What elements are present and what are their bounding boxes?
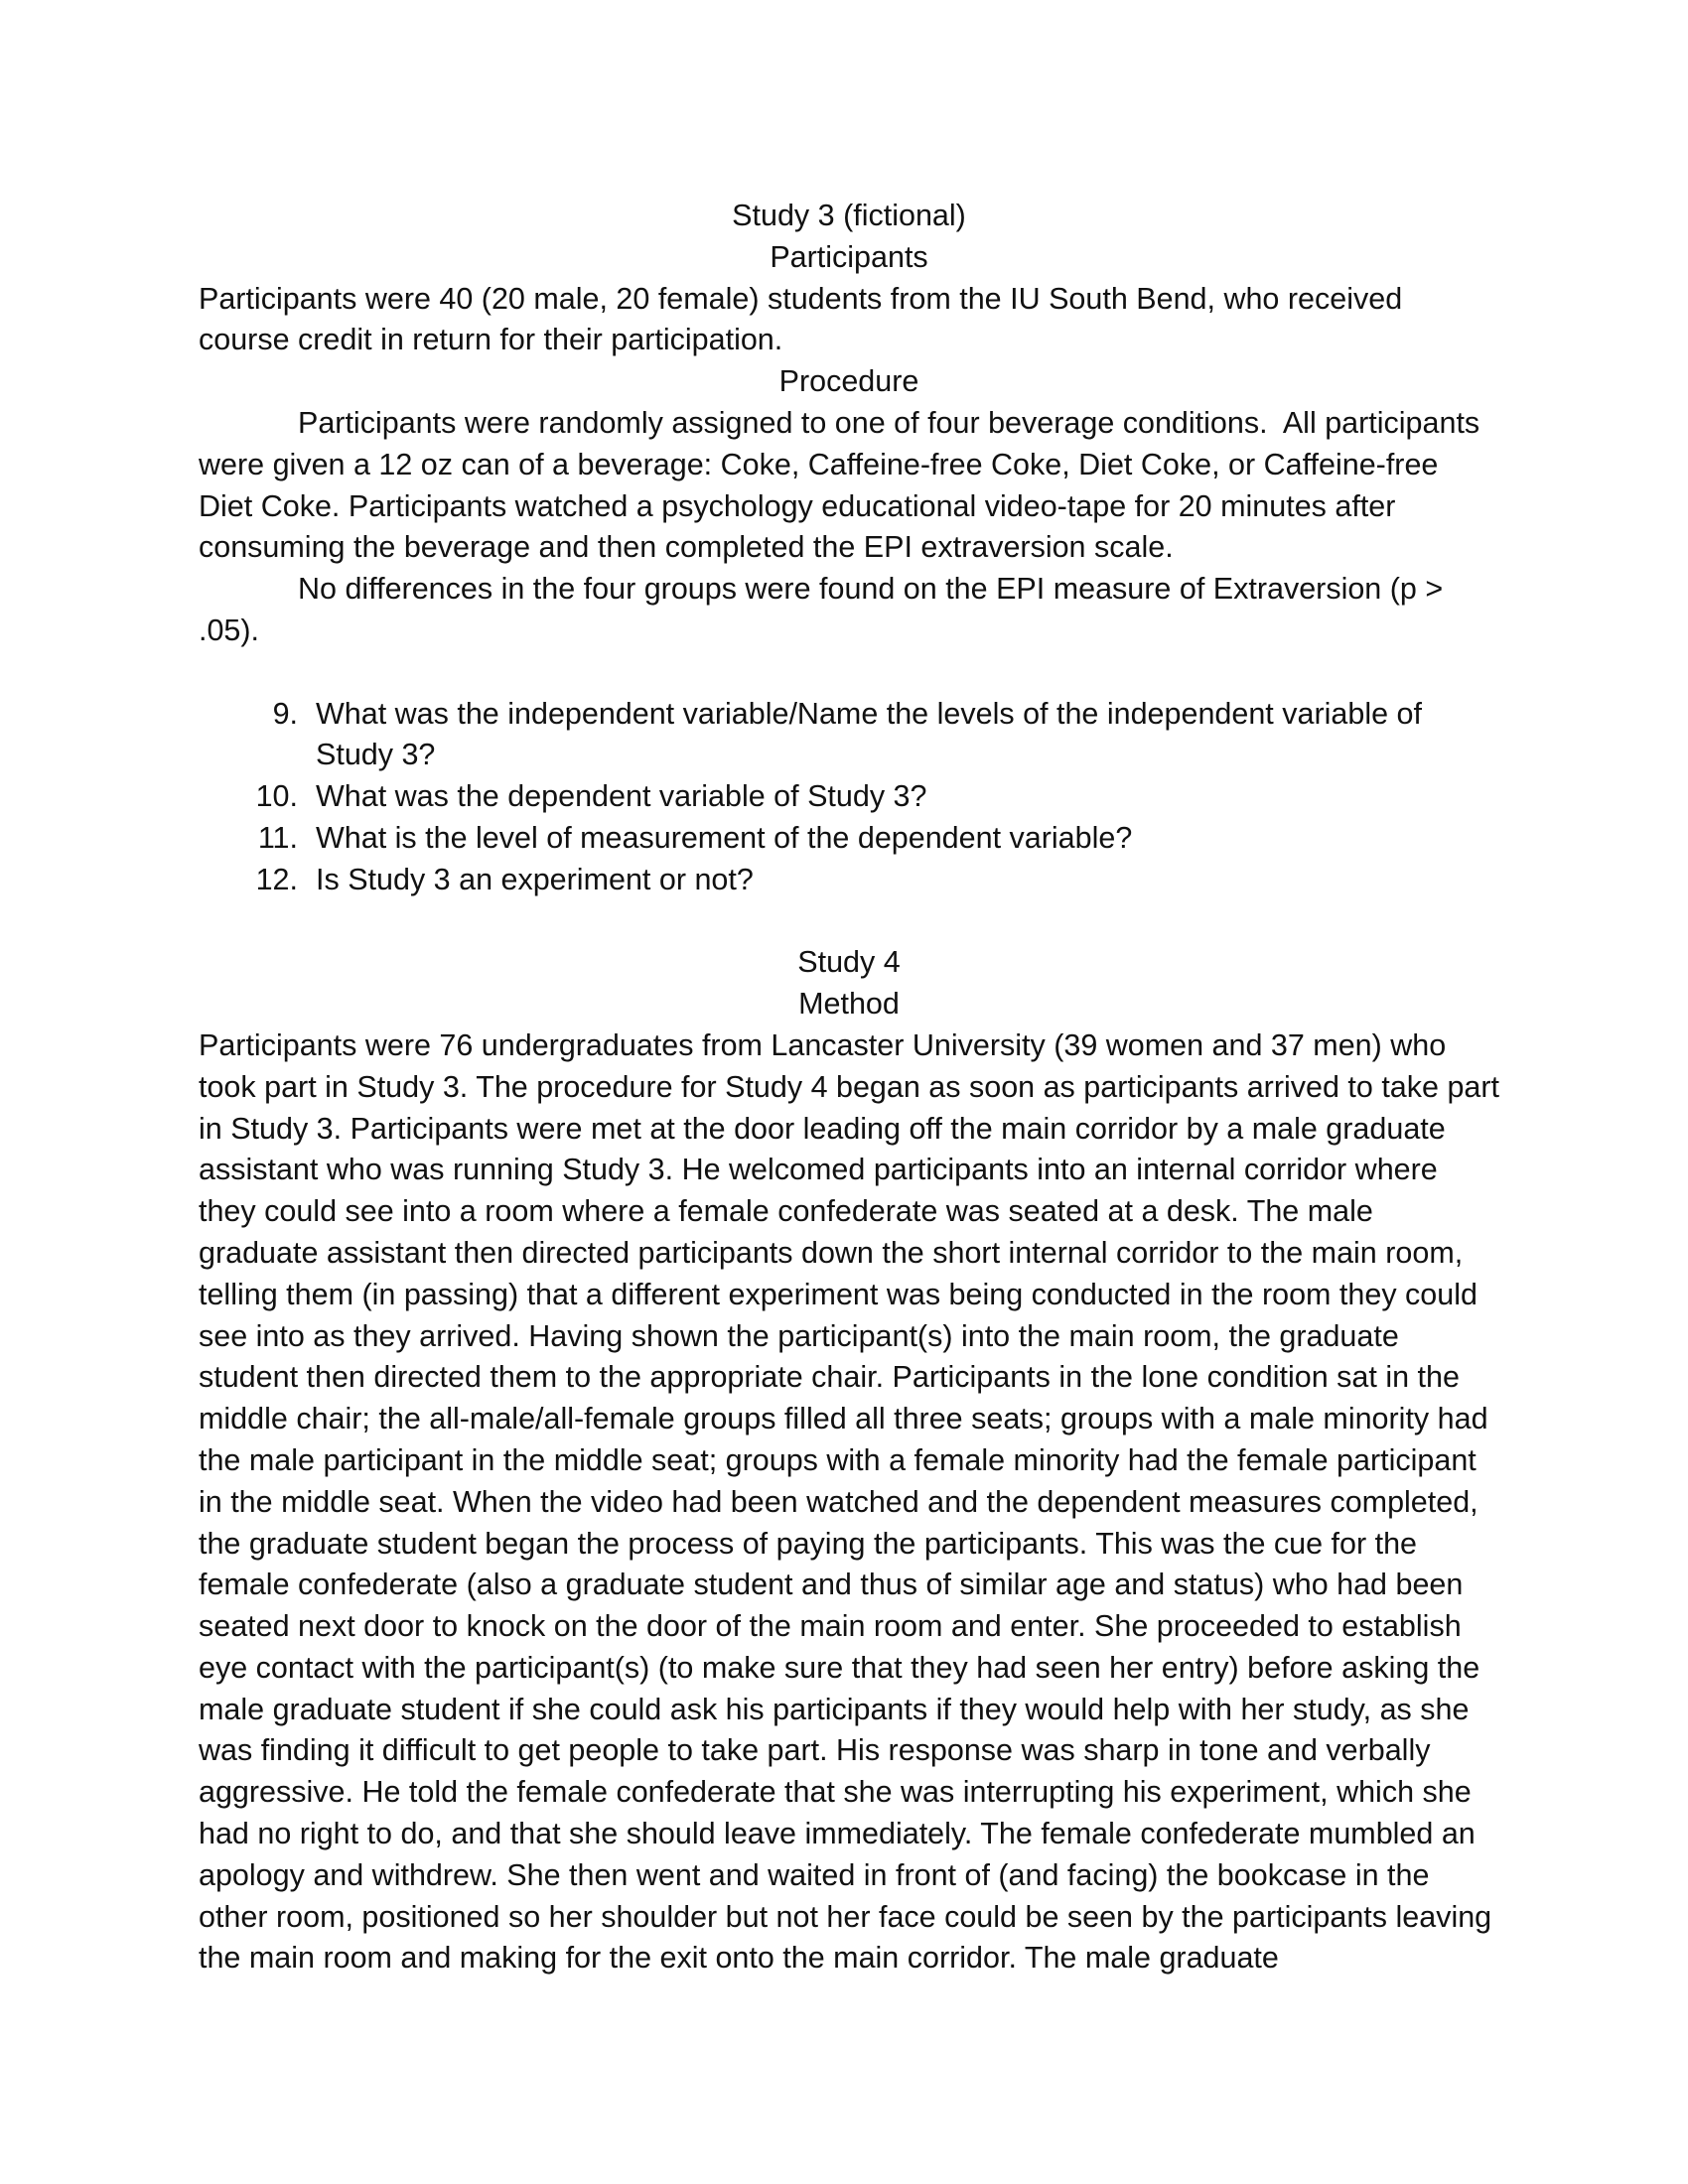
question-item	[248, 694, 1499, 777]
procedure-paragraph-2: No differences in the four groups were found on the EPI measure of Extraversion (p > .05).	[199, 572, 1444, 647]
question-item	[248, 776, 1499, 818]
question-number: 11.	[257, 820, 298, 855]
document-page	[199, 196, 1499, 1979]
participants-paragraph: Participants were 40 (20 male, 20 female) students from the IU South Bend, who received course credit in return for their participation.	[199, 281, 1403, 357]
question-list	[199, 694, 1499, 901]
procedure-heading: Procedure	[778, 364, 919, 399]
question-text: What was the independent variable/Name the levels of the independent variable of Study 3?	[316, 696, 1422, 772]
question-item	[248, 860, 1499, 901]
question-number: 9.	[272, 696, 298, 731]
question-text: What is the level of measurement of the dependent variable?	[316, 820, 1133, 855]
question-text: Is Study 3 an experiment or not?	[316, 862, 754, 896]
spacer	[199, 901, 1499, 943]
question-number: 10.	[255, 779, 298, 814]
method-paragraph: Participants were 76 undergraduates from Lancaster University (39 women and 37 men) who took part in Study 3. The procedure for Study 4 began as soon as participants arrived to take part in Study 3. Participants were met at the door leading off the main corridor by a male graduate assistant who was running Study 3. He welcomed participants into an internal corridor where they could see into a room where a female confederate was seated at a desk. The male graduate assistant then directed participants down the short internal corridor to the main room, telling them (in passing) that a different experiment was being conducted in the room they could see into as they arrived. Having shown the participant(s) into the main room, the graduate student then directed them to the appropriate chair. Participants in the lone condition sat in the middle chair; the all-male/all-female groups filled all three seats; groups with a male minority had the male participant in the middle seat; groups with a female minority had the female participant in the middle seat. When the video had been watched and the dependent measures completed, the graduate student began the process of paying the participants. This was the cue for the female confederate (also a graduate student and thus of similar age and status) who had been seated next door to knock on the door of the main room and enter. She proceeded to establish eye contact with the participant(s) (to make sure that they had seen her entry) before asking the male graduate student if she could ask his participants if they would help with her study, as she was finding it difficult to get people to take part. His response was sharp in tone and verbally aggressive. He told the female confederate that she was interrupting his experiment, which she had no right to do, and that she should leave immediately. The female confederate mumbled an apology and withdrew. She then went and waited in front of (and facing) the bookcase in the other room, positioned so her shoulder but not her face could be seen by the participants leaving the main room and making for the exit onto the main corridor. The male graduate	[199, 1027, 1500, 1976]
method-heading: Method	[798, 987, 900, 1022]
spacer	[199, 652, 1499, 694]
question-text: What was the dependent variable of Study 3?	[316, 779, 927, 814]
participants-heading: Participants	[770, 239, 928, 274]
question-item	[248, 818, 1499, 860]
study3-title: Study 3 (fictional)	[732, 199, 966, 232]
study4-title: Study 4	[797, 945, 901, 980]
procedure-paragraph-1: Participants were randomly assigned to one of four beverage conditions. All participants were given a 12 oz can of a beverage: Coke, Caffeine-free Coke, Diet Coke, or Caffeine-free Diet Coke. Participants watched a psychology educational video-tape for 20 minutes after consuming the beverage and then completed the EPI extraversion scale.	[199, 405, 1488, 565]
question-number: 12.	[255, 862, 298, 896]
